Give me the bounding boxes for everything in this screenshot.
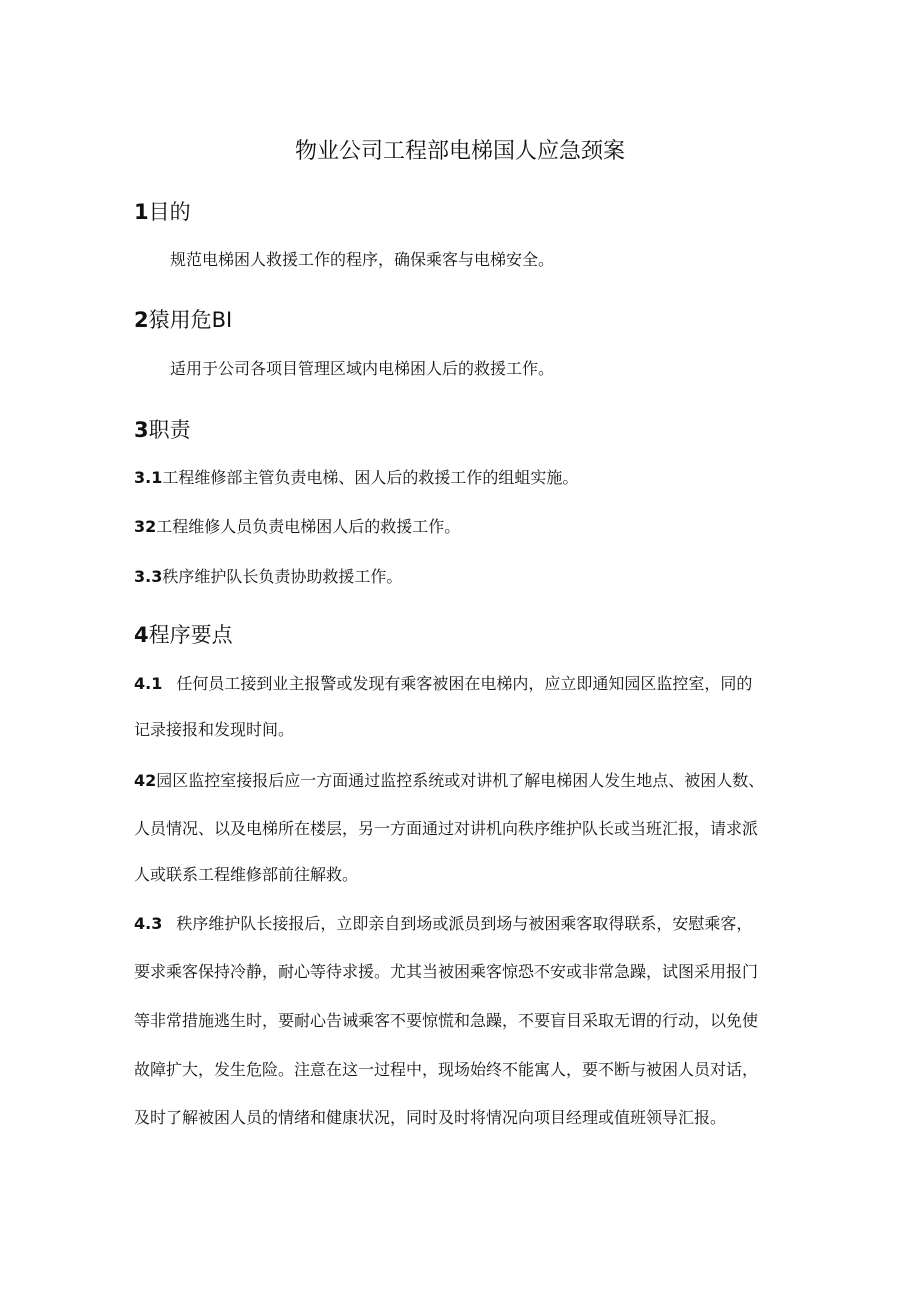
list-item-line	[134, 671, 794, 697]
section-1-heading	[134, 197, 794, 227]
list-item-line	[134, 911, 794, 937]
item-text: 工程维修人员负责电梯困人后的救援工作。	[156, 517, 461, 536]
section-1-paragraph: 规范电梯困人救援工作的程序，确保乘客与电梯安全。	[170, 250, 555, 269]
list-item-line: 人或联系工程维修部前往解救。	[134, 865, 359, 884]
list-item	[134, 514, 794, 540]
list-item	[134, 465, 794, 491]
item-number: 42	[134, 771, 157, 790]
item-text: 任何员工接到业主报警或发现有乘客被困在电梯内，应立即通知园区监控室，同的	[176, 674, 753, 693]
list-item-line: 等非常措施逃生时，要耐心告诫乘客不要惊慌和急躁，不要盲目采取无谓的行动，以免使	[134, 1011, 759, 1030]
item-number: 3.1	[134, 468, 163, 487]
section-2-paragraph: 适用于公司各项目管理区域内电梯困人后的救援工作。	[170, 359, 555, 378]
list-item-line: 要求乘客保持冷静，耐心等待求援。尤其当被困乘客惊恐不安或非常急躁，试图采用报门	[134, 962, 759, 981]
item-number: 4.3	[134, 914, 163, 933]
section-number: 2	[134, 308, 149, 332]
section-heading-text: 目的	[148, 200, 191, 224]
list-item	[134, 564, 794, 590]
section-number: 1	[134, 200, 149, 224]
item-text: 秩序维护队长接报后，立即亲自到场或派员到场与被困乘客取得联系，安慰乘客，	[176, 914, 753, 933]
section-number: 3	[134, 418, 149, 442]
section-3-heading	[134, 415, 794, 445]
section-number: 4	[134, 623, 149, 647]
item-number: 32	[134, 517, 157, 536]
list-item-line: 人员情况、以及电梯所在楼层，另一方面通过对讲机向秩序维护队长或当班汇报，请求派	[134, 819, 759, 838]
list-item-line: 及时了解被困人员的情绪和健康状况，同时及时将情况向项目经理或值班领导汇报。	[134, 1108, 727, 1127]
document-title: 物业公司工程部电梯国人应急颈案	[294, 139, 625, 164]
section-heading-text: 职责	[148, 418, 191, 442]
section-heading-text: 猿用危BI	[148, 308, 233, 332]
list-item-line: 故障扩大，发生危险。注意在这一过程中，现场始终不能寓人，要不断与被困人员对话，	[134, 1060, 759, 1079]
list-item-line: 记录接报和发现时间。	[134, 720, 295, 739]
item-number: 3.3	[134, 567, 163, 586]
section-4-heading	[134, 620, 794, 650]
item-number: 4.1	[134, 674, 163, 693]
item-text: 园区监控室接报后应一方面通过监控系统或对讲机了解电梯困人发生地点、被困人数、	[156, 771, 765, 790]
list-item-line	[134, 768, 794, 794]
section-heading-text: 程序要点	[148, 623, 233, 647]
section-2-heading	[134, 305, 794, 335]
item-text: 工程维修部主管负责电梯、困人后的救援工作的组蛆实施。	[162, 468, 579, 487]
item-text: 秩序维护队长负责协助救援工作。	[162, 567, 403, 586]
